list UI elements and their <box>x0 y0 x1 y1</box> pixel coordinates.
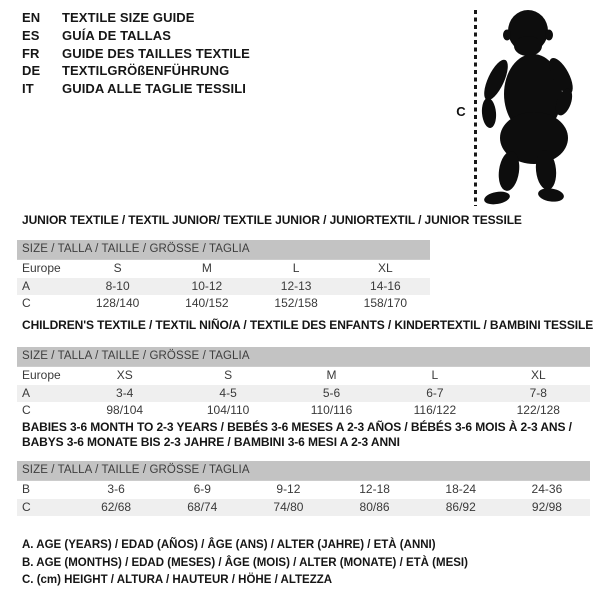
size-cell: S <box>224 368 233 382</box>
size-cell: 140/152 <box>185 296 229 310</box>
size-cell: 24-36 <box>531 482 563 496</box>
language-label: TEXTILGRÖßENFÜHRUNG <box>62 63 230 79</box>
table-row <box>17 278 430 296</box>
baby-silhouette-icon <box>480 6 578 206</box>
babies-size-table <box>17 420 590 516</box>
size-cell: M <box>326 368 337 382</box>
size-cell: 104/110 <box>206 403 250 417</box>
table-rows <box>17 480 590 516</box>
size-cell: 74/80 <box>273 499 304 514</box>
legend-line-a: A. AGE (YEARS) / EDAD (AÑOS) / ÂGE (ANS) / ALTER (JAHRE) / ETÀ (ANNI) <box>22 539 436 551</box>
row-label: Europe <box>22 261 61 275</box>
table-row <box>17 499 590 517</box>
size-cell: 3-4 <box>116 385 134 400</box>
language-code: FR <box>22 45 40 61</box>
size-cell: 12-13 <box>280 278 312 293</box>
size-cell: 12-18 <box>359 482 390 496</box>
language-list <box>22 9 250 98</box>
language-row <box>22 27 250 45</box>
size-cell: S <box>113 261 122 275</box>
size-cell: 128/140 <box>95 296 140 310</box>
size-cell: XS <box>116 368 133 382</box>
size-cell: 6-9 <box>193 482 211 496</box>
size-cell: 7-8 <box>529 385 547 400</box>
row-label: C <box>22 296 31 310</box>
table-row <box>17 481 590 499</box>
size-cell: 3-6 <box>107 482 125 496</box>
language-code: DE <box>22 63 41 79</box>
table-row <box>17 260 430 278</box>
table-title-line2: BABYS 3-6 MONATE BIS 2-3 JAHRE / BAMBINI 3-6 MESI A 2-3 ANNI <box>22 435 400 449</box>
language-row <box>22 62 250 80</box>
legend-line-c: C. (cm) HEIGHT / ALTURA / HAUTEUR / HÖHE / ALTEZZA <box>22 574 333 586</box>
table-row <box>17 402 590 420</box>
table-title-line1: BABIES 3-6 MONTH TO 2-3 YEARS / BEBÉS 3-6 MESES A 2-3 AÑOS / BÉBÉS 3-6 MOIS À 2-3 ANS / <box>22 420 572 434</box>
language-row <box>22 9 250 27</box>
size-cell: 4-5 <box>219 385 237 400</box>
size-cell: 98/104 <box>106 403 144 417</box>
size-cell: 62/68 <box>101 499 132 514</box>
language-label: TEXTILE SIZE GUIDE <box>62 10 195 25</box>
children-size-table <box>17 318 594 420</box>
language-label: GUÍA DE TALLAS <box>62 27 172 43</box>
table-title: JUNIOR TEXTILE / TEXTIL JUNIOR/ TEXTILE JUNIOR / JUNIORTEXTIL / JUNIOR TESSILE <box>22 213 522 227</box>
language-label: GUIDE DES TAILLES TEXTILE <box>62 45 250 61</box>
size-cell: XL <box>378 261 393 275</box>
row-label: C <box>22 403 31 417</box>
row-label: A <box>22 385 31 400</box>
language-code: IT <box>22 81 34 97</box>
size-cell: 80/86 <box>359 499 390 514</box>
table-rows <box>17 259 430 313</box>
table-row <box>17 385 590 403</box>
size-cell: XL <box>530 368 546 382</box>
size-cell: L <box>292 261 300 275</box>
row-label: A <box>22 278 31 293</box>
language-code: ES <box>22 27 40 43</box>
language-label: GUIDA ALLE TAGLIE TESSILI <box>62 81 247 97</box>
row-label: Europe <box>22 368 61 382</box>
size-cell: M <box>201 261 212 275</box>
table-row <box>17 367 590 385</box>
size-cell: 122/128 <box>516 403 560 417</box>
size-cell: 116/122 <box>413 403 457 417</box>
size-cell: 92/98 <box>531 499 562 514</box>
size-header-bar: SIZE / TALLA / TAILLE / GRÖSSE / TAGLIA <box>17 347 590 366</box>
size-cell: 158/170 <box>363 296 408 310</box>
height-measure-label: C <box>456 104 466 119</box>
size-cell: 14-16 <box>370 278 401 293</box>
row-label: B <box>22 482 31 496</box>
size-cell: 18-24 <box>445 482 477 496</box>
size-cell: 86/92 <box>445 499 476 514</box>
legend-line-b: B. AGE (MONTHS) / EDAD (MESES) / ÂGE (MOIS) / ALTER (MONATE) / ETÀ (MESI) <box>22 556 468 569</box>
size-header-bar: SIZE / TALLA / TAILLE / GRÖSSE / TAGLIA <box>17 240 430 259</box>
language-row <box>22 45 250 63</box>
size-cell: 110/116 <box>310 403 353 417</box>
language-row <box>22 80 250 98</box>
size-cell: 152/158 <box>274 296 318 310</box>
table-rows <box>17 366 590 420</box>
table-title: CHILDREN'S TEXTILE / TEXTIL NIÑO/A / TEXTILE DES ENFANTS / KINDERTEXTIL / BAMBINI TESSILE <box>22 318 594 332</box>
language-code: EN <box>22 10 41 25</box>
size-cell: 68/74 <box>187 499 218 514</box>
size-cell: 8-10 <box>105 278 130 293</box>
size-header-bar: SIZE / TALLA / TAILLE / GRÖSSE / TAGLIA <box>17 461 590 480</box>
height-measure-dashed-line <box>474 10 477 206</box>
table-row <box>17 295 430 313</box>
measurement-legend <box>22 537 468 590</box>
junior-size-table <box>17 213 522 313</box>
size-cell: L <box>431 368 439 382</box>
size-cell: 5-6 <box>322 385 341 400</box>
row-label: C <box>22 499 31 514</box>
size-cell: 10-12 <box>191 278 223 293</box>
size-cell: 6-7 <box>426 385 444 400</box>
size-cell: 9-12 <box>276 482 301 496</box>
